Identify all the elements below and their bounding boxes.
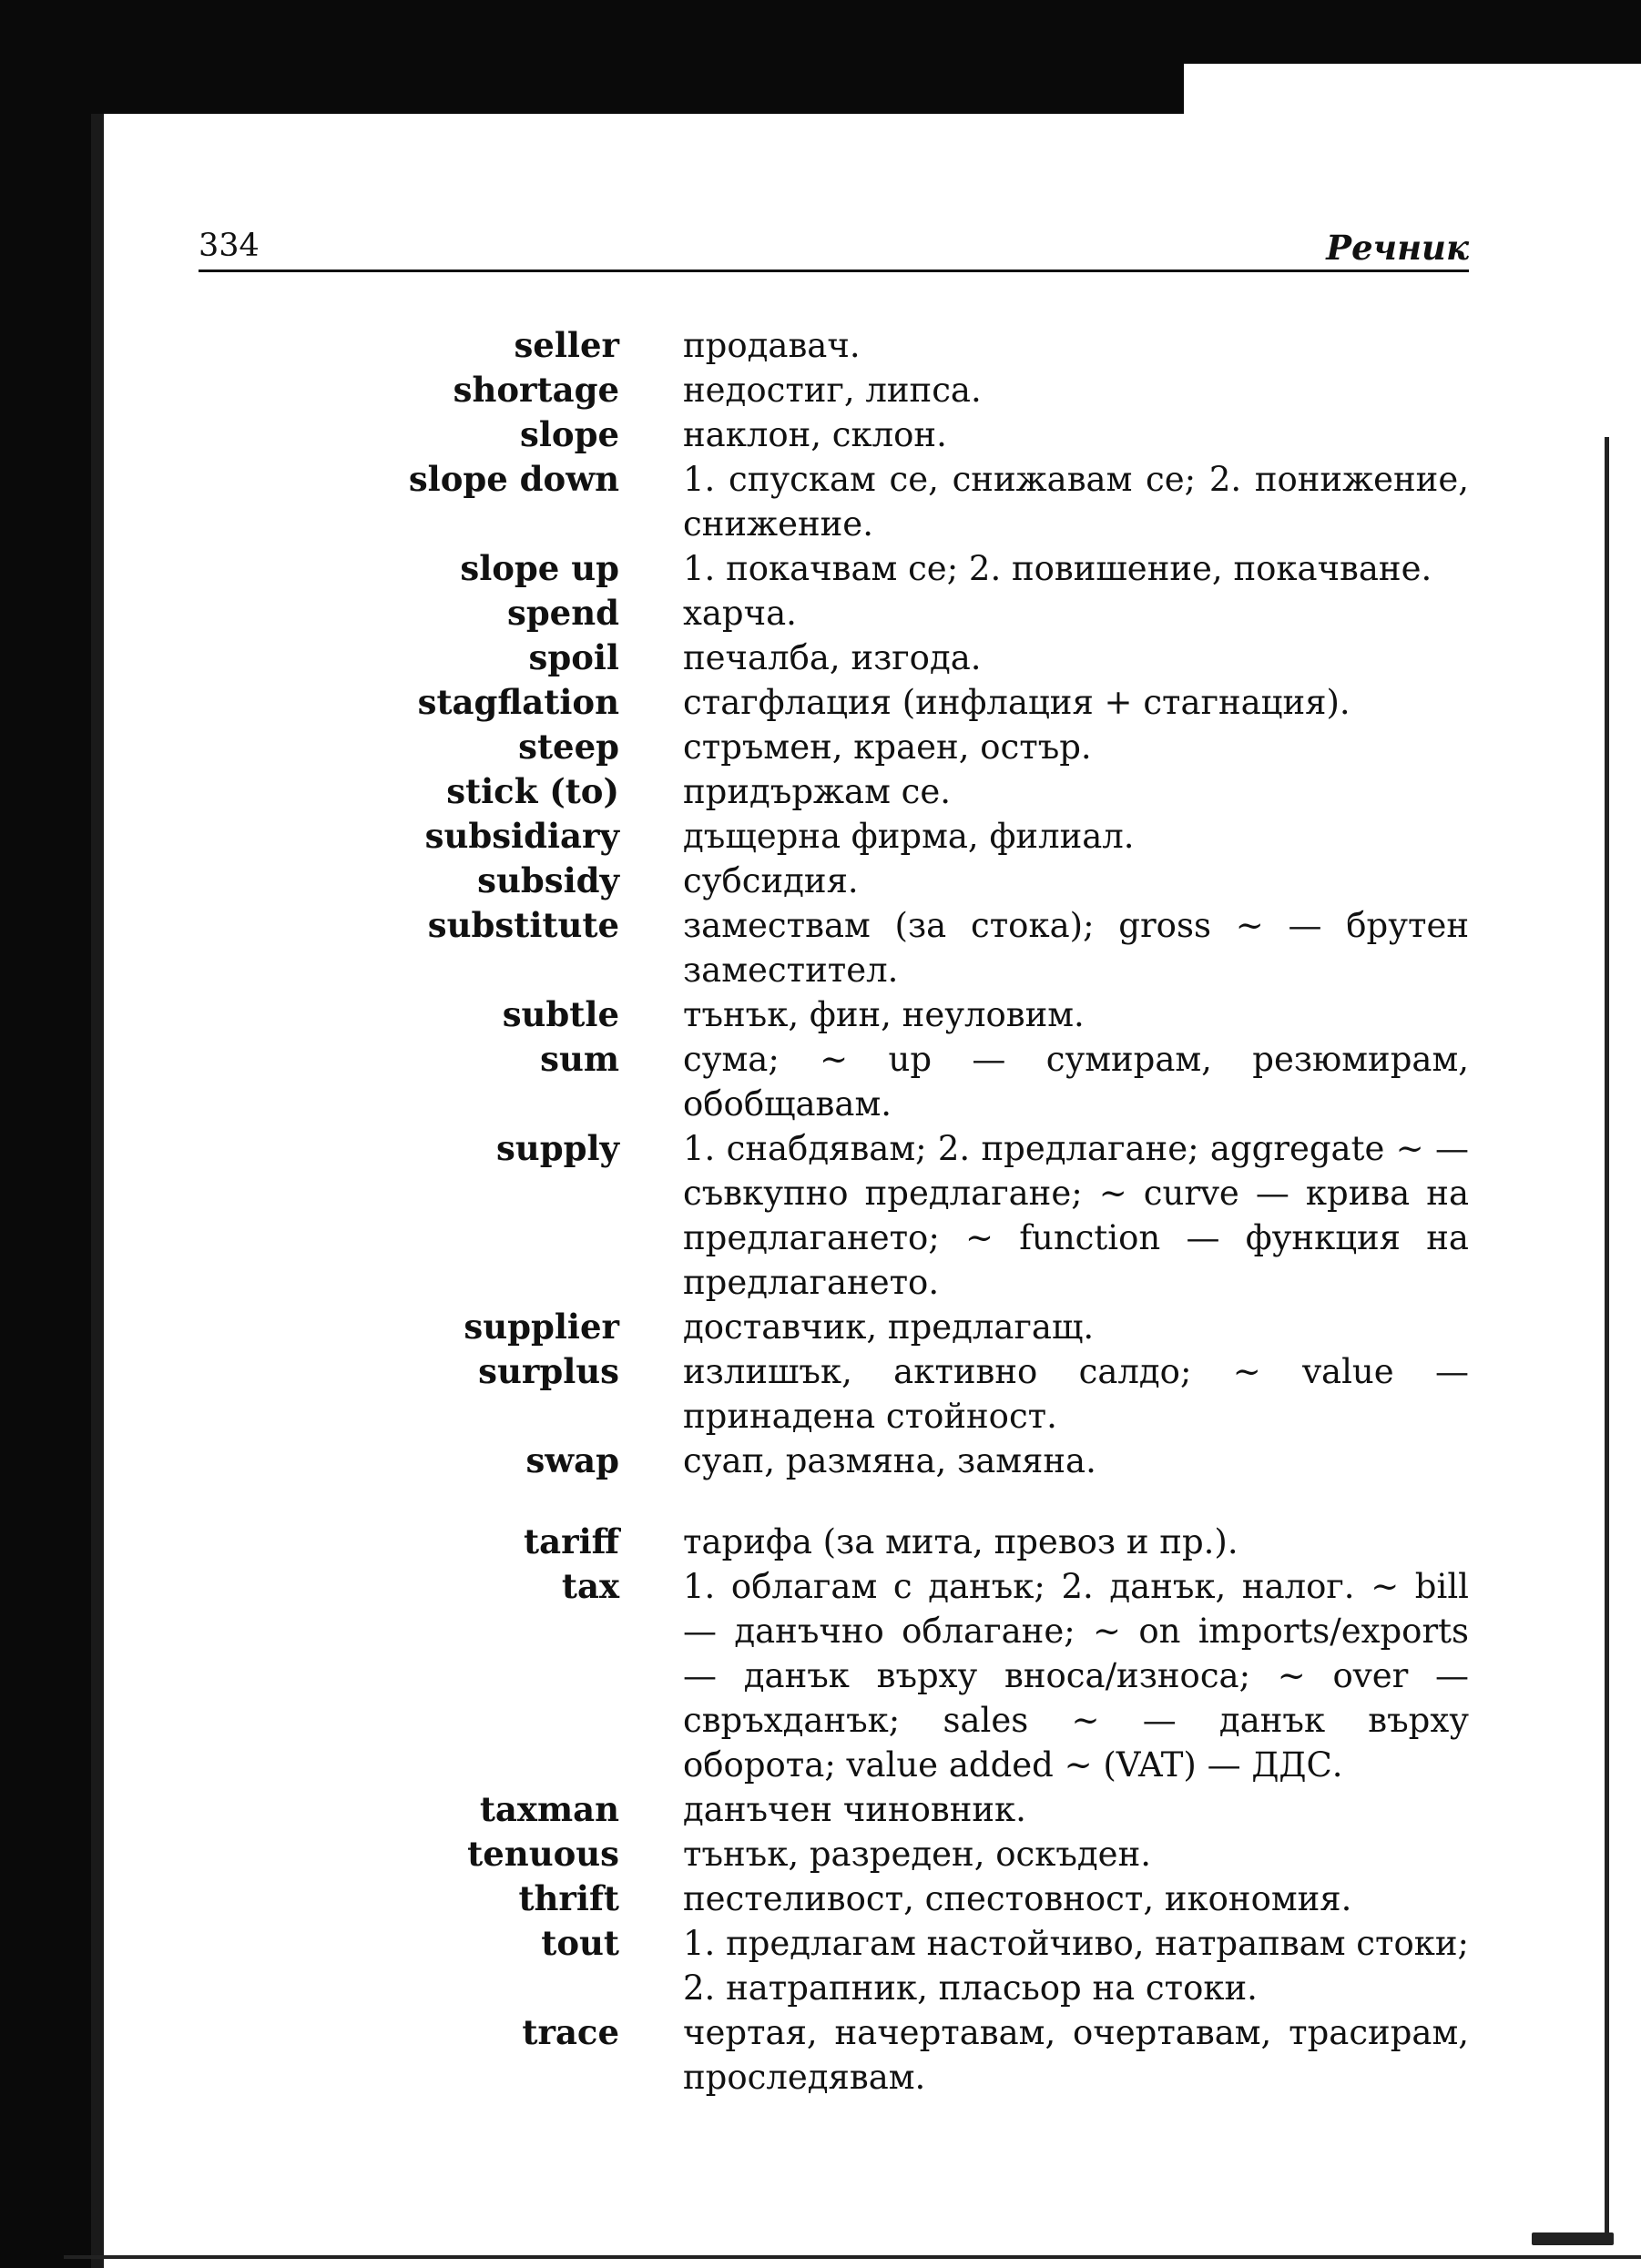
page-number: 334 [199, 228, 260, 264]
definition: субсидия. [683, 861, 859, 900]
scan-border-top-step [0, 64, 1184, 114]
headword: tenuous [467, 1834, 619, 1874]
headword: slope up [460, 548, 619, 588]
dictionary-entry [199, 1126, 1469, 1305]
scan-border-right [1605, 437, 1609, 2240]
section-title: Речник [1326, 228, 1469, 268]
dictionary-entry [199, 1876, 1469, 1921]
header-rule [199, 270, 1469, 272]
definition: харча. [683, 594, 797, 633]
headword: tout [541, 1923, 619, 1963]
headword: stick (to) [446, 771, 619, 811]
definition: 1. спускам се, снижавам се; 2. понижение, снижение. [683, 460, 1469, 544]
headword: stagflation [417, 682, 619, 722]
scan-corner-bottom-left [0, 2104, 64, 2268]
definition: тънък, фин, неуловим. [683, 995, 1085, 1034]
dictionary-entry [199, 725, 1469, 769]
definition: чертая, начертавам, очертавам, трасирам, проследявам. [683, 2013, 1469, 2097]
definition: сума; ~ up — сумирам, резюмирам, обобщавам. [683, 1040, 1469, 1124]
headword: supplier [464, 1307, 619, 1347]
dictionary-entry [199, 457, 1469, 546]
definition: недостиг, липса. [683, 371, 982, 410]
dictionary-entry [199, 1349, 1469, 1439]
definition: пестеливост, спестовност, икономия. [683, 1879, 1352, 1918]
definition: доставчик, предлагащ. [683, 1307, 1095, 1347]
definition: печалба, изгода. [683, 638, 982, 677]
definition: 1. снабдявам; 2. предлагане; aggregate ~ — съвкупно предлагане; ~ curve — крива на предлагането; ~ function — функция на предлагането. [683, 1129, 1469, 1302]
dictionary-entry [199, 1832, 1469, 1876]
definition: данъчен чиновник. [683, 1790, 1026, 1829]
dictionary-entry [199, 814, 1469, 859]
headword: trace [522, 2012, 619, 2052]
headword: thrift [518, 1878, 619, 1918]
dictionary-entry [199, 1037, 1469, 1126]
scan-border-top [0, 0, 1641, 64]
headword: tariff [524, 1521, 619, 1561]
dictionary-entry [199, 1305, 1469, 1349]
headword: steep [518, 727, 619, 767]
dictionary-entry [199, 769, 1469, 814]
headword: substitute [427, 905, 619, 945]
dictionary-entries [199, 323, 1469, 2100]
scan-border-bottom [0, 2255, 1641, 2259]
dictionary-entry [199, 680, 1469, 725]
headword: supply [495, 1128, 619, 1168]
dictionary-entry [199, 546, 1469, 591]
scan-border-left-inner [91, 114, 104, 2268]
page-header [199, 228, 1469, 273]
headword: taxman [479, 1789, 619, 1829]
definition: замествам (за стока); gross ~ — брутен заместител. [683, 906, 1469, 990]
definition: стръмен, краен, остър. [683, 727, 1092, 767]
headword: surplus [478, 1351, 619, 1391]
dictionary-entry [199, 368, 1469, 412]
headword: slope down [408, 459, 619, 499]
headword: subtle [502, 994, 619, 1034]
definition: тарифа (за мита, превоз и пр.). [683, 1522, 1238, 1561]
headword: sum [540, 1039, 619, 1079]
definition: дъщерна фирма, филиал. [683, 817, 1135, 856]
definition: суап, размяна, замяна. [683, 1441, 1096, 1480]
headword: slope [520, 414, 619, 454]
definition: 1. покачвам се; 2. повишение, покачване. [683, 549, 1432, 588]
dictionary-entry [199, 992, 1469, 1037]
dictionary-entry [199, 636, 1469, 680]
letter-group-gap [199, 1483, 1469, 1520]
headword: spoil [528, 637, 619, 677]
dictionary-entry [199, 2010, 1469, 2100]
definition: продавач. [683, 326, 861, 365]
dictionary-entry [199, 412, 1469, 457]
dictionary-entry [199, 323, 1469, 368]
dictionary-entry [199, 859, 1469, 903]
definition: наклон, склон. [683, 415, 947, 454]
headword: seller [514, 325, 619, 365]
definition: 1. предлагам настойчиво, натрапвам стоки; 2. натрапник, пласьор на стоки. [683, 1924, 1469, 2008]
dictionary-entry [199, 1564, 1469, 1787]
dictionary-entry [199, 1439, 1469, 1483]
definition: стагфлация (инфлация + стагнация). [683, 683, 1351, 722]
headword: swap [525, 1440, 619, 1480]
headword: spend [506, 593, 619, 633]
headword: subsidy [477, 860, 619, 900]
scan-border-left [0, 0, 91, 2268]
definition: 1. облагам с данък; 2. данък, налог. ~ bill — данъчно облагане; ~ on imports/exports — данък върху вноса/износа; ~ over — свръхданък; sales ~ — данък върху оборота; value added ~ (VAT) — ДДС. [683, 1567, 1469, 1785]
dictionary-entry [199, 1787, 1469, 1832]
dictionary-entry [199, 1921, 1469, 2010]
scan-mark-bottom-right [1532, 2232, 1614, 2245]
dictionary-entry [199, 903, 1469, 992]
definition: придържам се. [683, 772, 952, 811]
headword: tax [561, 1566, 619, 1606]
headword: shortage [453, 370, 619, 410]
definition: излишък, активно салдо; ~ value — принадена стойност. [683, 1352, 1469, 1436]
definition: тънък, разреден, оскъден. [683, 1835, 1151, 1874]
dictionary-entry [199, 1520, 1469, 1564]
headword: subsidiary [424, 816, 619, 856]
dictionary-entry [199, 591, 1469, 636]
